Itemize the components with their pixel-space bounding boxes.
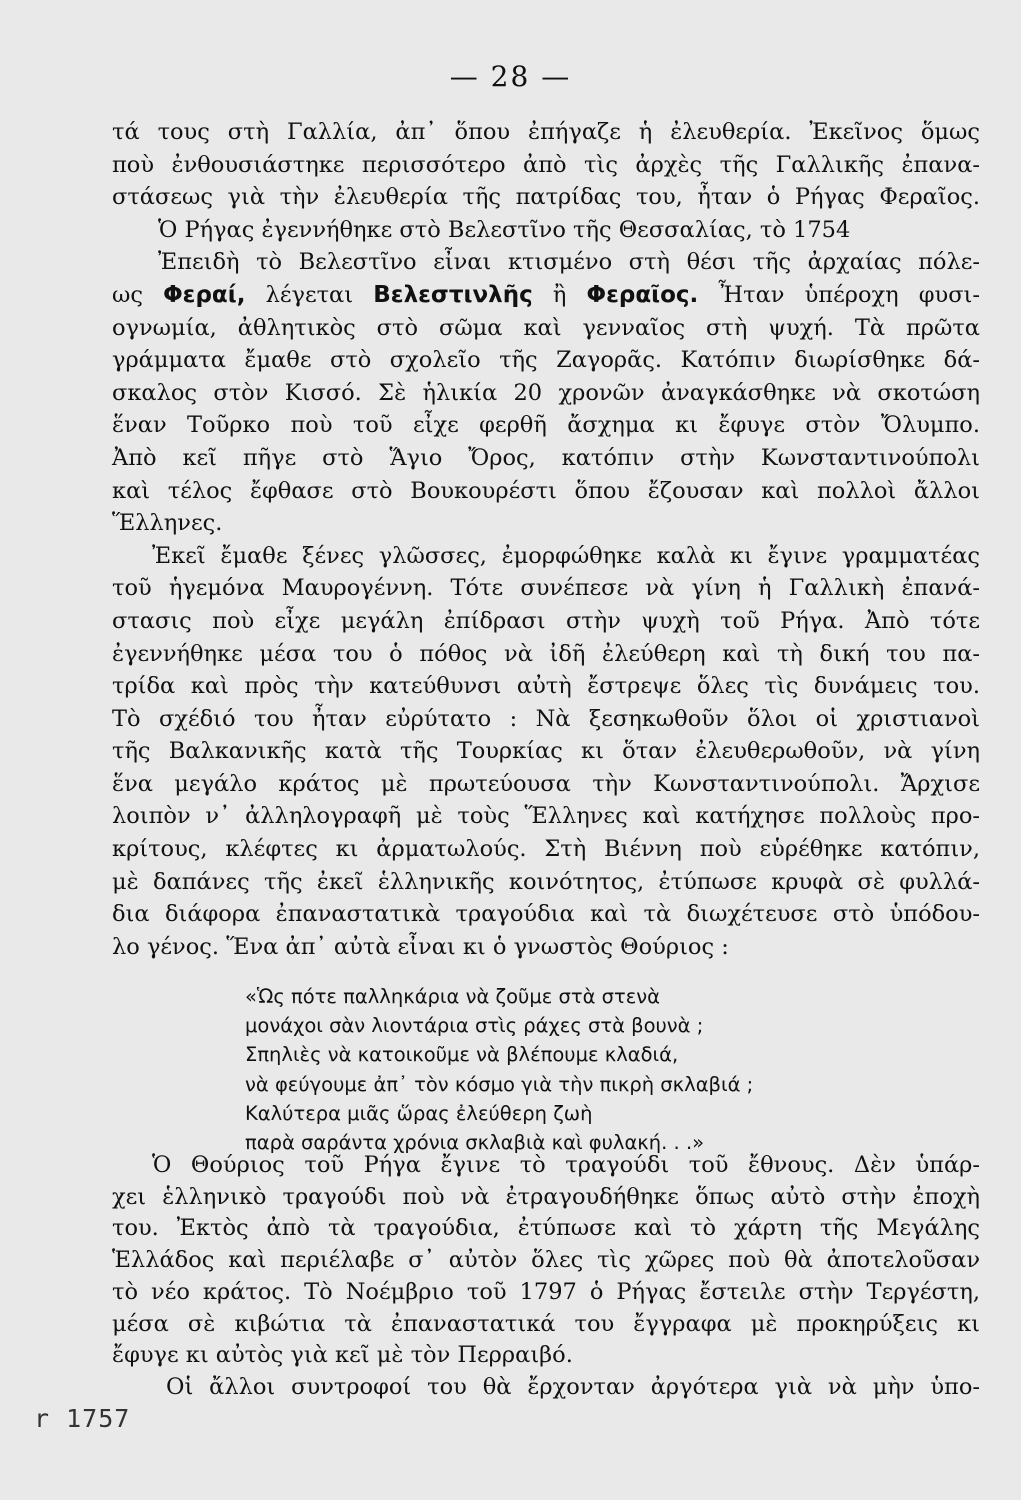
text-fragment: λέγεται	[245, 281, 374, 308]
main-text-block	[112, 116, 980, 963]
text-line: τοῦ ἡγεμόνα Μαυρογέννη. Τότε συνέπεσε νὰ γίνη ἡ Γαλλικὴ ἐπανά-	[112, 575, 980, 602]
text-line: καὶ τέλος ἔφθασε στὸ Βουκουρέστι ὅπου ἔζουσαν καὶ πολλοὶ ἄλλοι	[112, 477, 980, 504]
text-line: στασις ποὺ εἶχε μεγάλη ἐπίδρασι στὴν ψυχὴ τοῦ Ρήγα. Ἀπὸ τότε	[112, 607, 980, 634]
text-line: Τὸ σχέδιό του ἦταν εὐρύτατο : Νὰ ξεσηκωθοῦν ὅλοι οἱ χριστιανοὶ	[112, 705, 980, 732]
text-line: ποὺ ἐνθουσιάστηκε περισσότερο ἀπὸ τὶς ἀρχὲς τῆς Γαλλικῆς ἐπανα-	[112, 151, 980, 178]
text-line: Ὁ Θούριος τοῦ Ρήγα ἔγινε τὸ τραγούδι τοῦ ἔθνους. Δὲν ὑπάρ-	[152, 1152, 980, 1178]
text-line: Ἐπειδὴ τὸ Βελεστῖνο εἶναι κτισμένο στὴ θέσι τῆς ἀρχαίας πόλε-	[158, 249, 980, 276]
bold-name-feraios: Φεραῖος.	[586, 281, 699, 308]
text-line: λο γένος. Ἕνα ἀπ᾿ αὐτὰ εἶναι κι ὁ γνωστὸς Θούριος :	[112, 933, 729, 960]
text-line: ἐγεννήθηκε μέσα του ὁ πόθος νὰ ἰδῆ ἐλεύθερη καὶ τὴ δική του πα-	[112, 640, 980, 667]
text-fragment: ἢ	[532, 281, 587, 308]
text-line: τά τους στὴ Γαλλία, ἀπ᾿ ὅπου ἐπήγαζε ἡ ἐλευθερία. Ἐκεῖνος ὅμως	[112, 119, 980, 145]
text-line: ἔφυγε κι αὐτὸς γιὰ κεῖ μὲ τὸν Περραιβό.	[112, 1342, 573, 1369]
text-line: τὸ νέο κράτος. Τὸ Νοέμβριο τοῦ 1797 ὁ Ρήγας ἔστειλε στὴν Τεργέστη,	[112, 1278, 980, 1305]
handwritten-margin-note: r 1757	[34, 1404, 131, 1433]
text-line: ἕνα μεγάλο κράτος μὲ πρωτεύουσα τὴν Κωνσταντινούπολι. Ἄρχισε	[112, 770, 980, 797]
text-fragment: Ἦταν ὑπέροχη φυσι-	[698, 281, 980, 308]
poem-line: Καλύτερα μιᾶς ὥρας ἐλεύθερη ζωὴ	[245, 1101, 593, 1125]
text-line: μέσα σὲ κιβώτια τὰ ἐπαναστατικά του ἔγγραφα μὲ προκηρύξεις κι	[112, 1310, 980, 1337]
poem-line: παρὰ σαράντα χρόνια σκλαβιὰ καὶ φυλακή. . .»	[245, 1131, 705, 1155]
text-line: Ἀπὸ κεῖ πῆγε στὸ Ἅγιο Ὄρος, κατόπιν στὴν Κωνσταντινούπολι	[112, 444, 980, 471]
text-line: Ἑλλάδος καὶ περιέλαβε σ᾿ αὐτὸν ὅλες τὶς χῶρες ποὺ θὰ ἀποτελοῦσαν	[112, 1247, 980, 1274]
text-line: ογνωμία, ἀθλητικὸς στὸ σῶμα καὶ γενναῖος στὴ ψυχή. Τὰ πρῶτα	[112, 314, 980, 341]
text-line: κρίτους, κλέφτες κι ἀρματωλούς. Στὴ Βιέννη ποὺ εὑρέθηκε κατόπιν,	[112, 836, 980, 863]
text-line: του. Ἐκτὸς ἀπὸ τὰ τραγούδια, ἐτύπωσε καὶ τὸ χάρτη τῆς Μεγάλης	[112, 1215, 980, 1242]
text-line: στάσεως γιὰ τὴν ἐλευθερία τῆς πατρίδας του, ἦταν ὁ Ρήγας Φεραῖος.	[112, 184, 980, 211]
text-line: μὲ δαπάνες τῆς ἐκεῖ ἑλληνικῆς κοινότητος, ἐτύπωσε κρυφὰ σὲ φυλλά-	[112, 868, 980, 895]
second-text-block	[112, 1150, 980, 1404]
text-line: λοιπὸν ν᾿ ἀλληλογραφῆ μὲ τοὺς Ἕλληνες καὶ κατήχησε πολλοὺς προ-	[112, 803, 980, 830]
poem-line: μονάχοι σὰν λιοντάρια στὶς ράχες στὰ βουνὰ ;	[245, 1014, 704, 1038]
thourios-poem	[245, 982, 945, 1157]
text-line: τρίδα καὶ πρὸς τὴν κατεύθυνσι αὐτὴ ἔστρεψε ὅλες τὶς δυνάμεις του.	[112, 673, 980, 700]
text-fragment: ως	[112, 281, 164, 308]
text-line: Ἕλληνες.	[112, 510, 223, 537]
text-line: ἕναν Τοῦρκο ποὺ τοῦ εἶχε φερθῆ ἄσχημα κι ἔφυγε στὸν Ὄλυμπο.	[112, 412, 980, 439]
text-line: σκαλος στὸν Κισσό. Σὲ ἡλικία 20 χρονῶν ἀναγκάσθηκε νὰ σκοτώση	[112, 379, 980, 406]
text-line: Ὁ Ρήγας ἐγεννήθηκε στὸ Βελεστῖνο τῆς Θεσσαλίας, τὸ 1754	[158, 216, 851, 243]
bold-name-ferai: Φεραί,	[163, 281, 246, 308]
poem-line: «Ὡς πότε παλληκάρια νὰ ζοῦμε στὰ στενὰ	[245, 985, 661, 1008]
text-line: Ἐκεῖ ἔμαθε ξένες γλῶσσες, ἐμορφώθηκε καλὰ κι ἔγινε γραμματέας	[152, 542, 980, 569]
text-line: δια διάφορα ἐπαναστατικὰ τραγούδια καὶ τὰ διωχέτευσε στὸ ὑπόδου-	[112, 901, 980, 928]
page-number: — 28 —	[449, 60, 572, 93]
text-line: γράμματα ἔμαθε στὸ σχολεῖο τῆς Ζαγορᾶς. Κατόπιν διωρίσθηκε δά-	[112, 347, 980, 374]
text-line: Οἱ ἄλλοι συντροφοί του θὰ ἔρχονταν ἀργότερα γιὰ νὰ μὴν ὑπο-	[166, 1373, 980, 1400]
poem-line: νὰ φεύγουμε ἀπ᾿ τὸν κόσμο γιὰ τὴν πικρὴ σκλαβιά ;	[245, 1072, 754, 1096]
text-line-with-bold	[112, 279, 980, 312]
text-line: χει ἑλληνικὸ τραγούδι ποὺ νὰ ἐτραγουδήθηκε ὅπως αὐτὸ στὴν ἐποχὴ	[112, 1183, 980, 1210]
poem-line: Σπηλιὲς νὰ κατοικοῦμε νὰ βλέπουμε κλαδιά,	[245, 1043, 679, 1067]
bold-name-velestinlis: Βελεστινλῆς	[373, 281, 533, 308]
text-line: τῆς Βαλκανικῆς κατὰ τῆς Τουρκίας κι ὅταν ἐλευθερωθοῦν, νὰ γίνη	[112, 738, 980, 765]
